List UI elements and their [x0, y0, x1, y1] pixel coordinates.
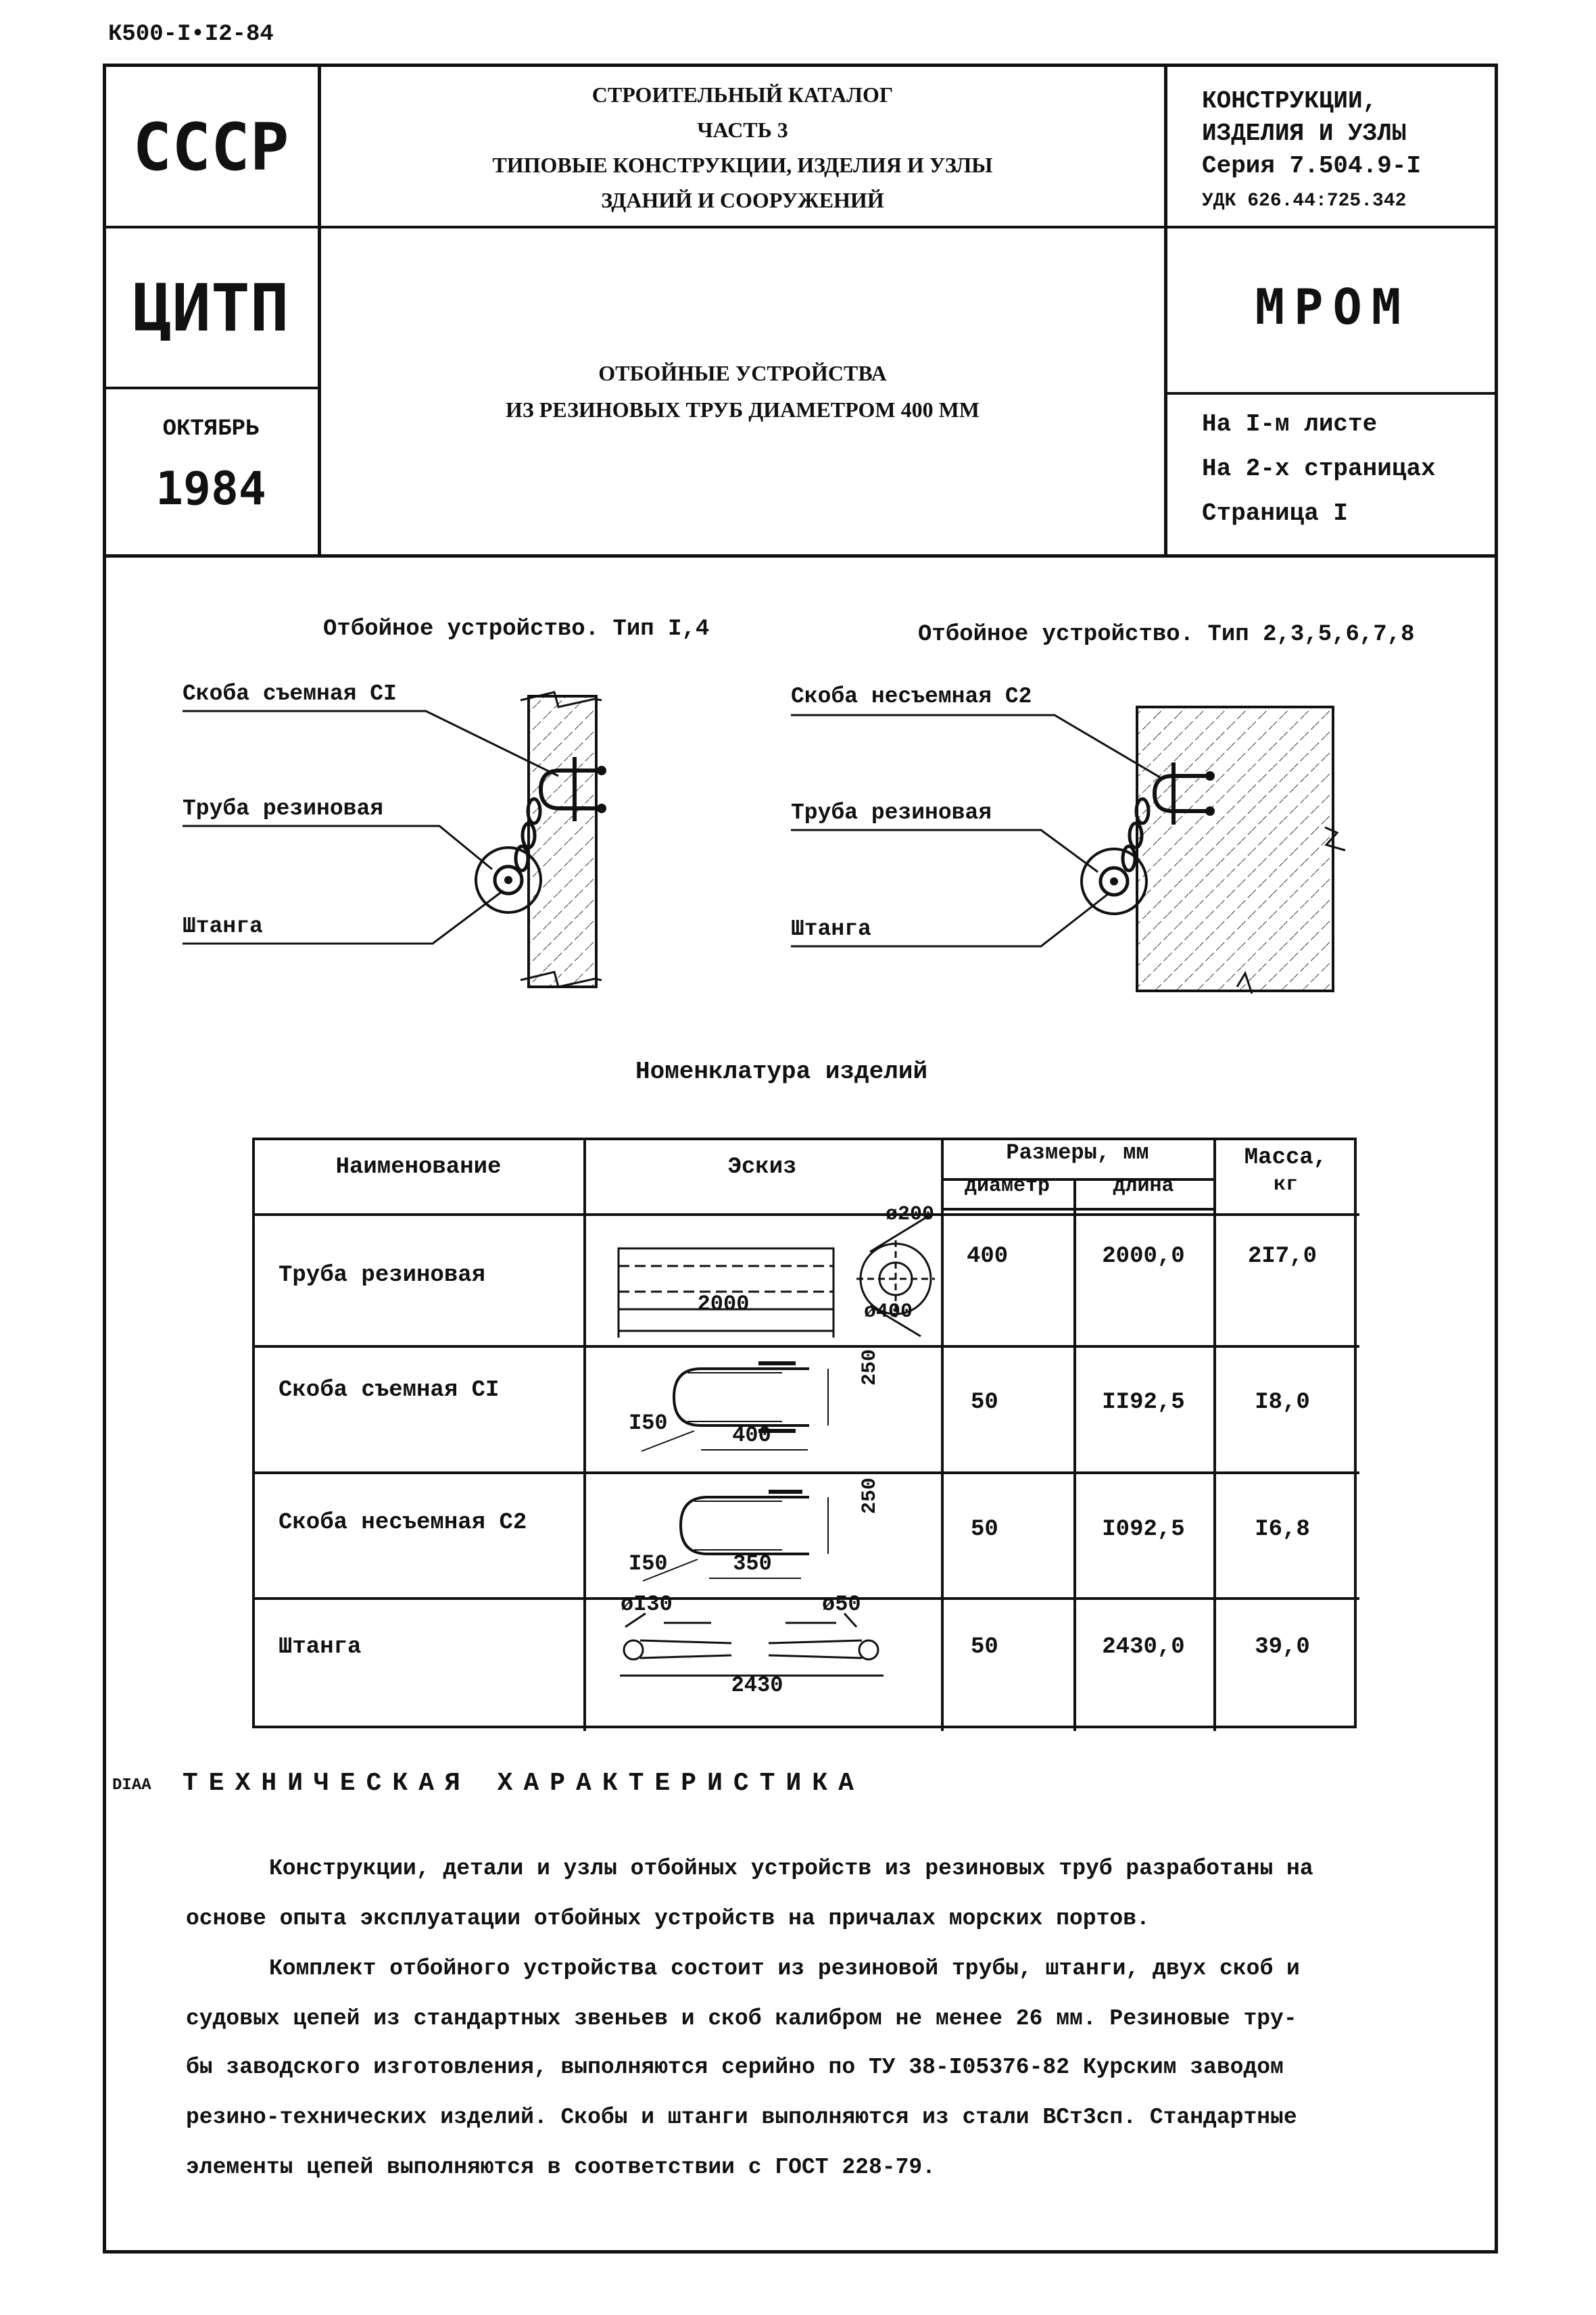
tech-line-5: бы заводского изготовления, выполняются серийно по ТУ 38-I05376-82 Курским заводом — [186, 2055, 1284, 2080]
row-length: I092,5 — [1102, 1517, 1185, 1542]
row-name: Штанга — [279, 1634, 362, 1660]
dim-label: 250 — [859, 1348, 881, 1386]
series-line-2: ИЗДЕЛИЯ И УЗЛЫ — [1202, 120, 1407, 147]
dim-label: I50 — [629, 1551, 668, 1576]
left-label-rod: Штанга — [183, 914, 263, 939]
tech-line-7: элементы цепей выполняются в соответствии с ГОСТ 228-79. — [186, 2155, 936, 2180]
row-length: II92,5 — [1102, 1390, 1185, 1415]
document-code: К500-I•I2-84 — [108, 22, 274, 47]
dim-label: 2000 — [697, 1292, 750, 1317]
catalog-line-2: ЧАСТЬ 3 — [697, 118, 788, 142]
left-bracket-nut-bottom — [597, 804, 606, 813]
dim-label: I50 — [629, 1411, 668, 1436]
right-label-bracket: Скоба несъемная C2 — [791, 684, 1032, 709]
header-mass: Масса, — [1244, 1145, 1328, 1171]
left-label-bracket: Скоба съемная CI — [183, 681, 397, 706]
sheet-count: На I-м листе — [1202, 410, 1378, 438]
row-mass: 2I7,0 — [1247, 1244, 1317, 1269]
issue-month: ОКТЯБРЬ — [162, 416, 260, 442]
header-sizes: Размеры, мм — [1006, 1140, 1149, 1165]
row-mass: I6,8 — [1255, 1517, 1310, 1542]
series-line-1: КОНСТРУКЦИИ, — [1202, 87, 1378, 115]
tech-line-1: Конструкции, детали и узлы отбойных устройств из резиновых труб разработаны на — [269, 1856, 1313, 1881]
header-name: Наименование — [335, 1154, 502, 1180]
series-number: Серия 7.504.9-I — [1202, 152, 1422, 180]
organization-code: МРОМ — [1255, 278, 1411, 335]
dim-label: ø50 — [822, 1592, 861, 1617]
catalog-line-1: СТРОИТЕЛЬНЫЙ КАТАЛОГ — [591, 82, 894, 107]
tech-heading: ТЕХНИЧЕСКАЯ ХАРАКТЕРИСТИКА — [183, 1769, 865, 1798]
left-bracket-nut-top — [597, 766, 606, 775]
dim-label: 2430 — [731, 1673, 783, 1698]
catalog-line-4: ЗДАНИЙ И СООРУЖЕНИЙ — [601, 188, 884, 212]
dim-label: 400 — [732, 1423, 771, 1448]
dim-label: øI30 — [621, 1592, 673, 1617]
issue-year: 1984 — [155, 462, 266, 516]
right-leader-tube — [791, 830, 1098, 872]
catalog-line-3: ТИПОВЫЕ КОНСТРУКЦИИ, ИЗДЕЛИЯ И УЗЛЫ — [492, 153, 993, 177]
tech-line-2: основе опыта эксплуатации отбойных устройств на причалах морских портов. — [186, 1906, 1150, 1931]
row-length: 2000,0 — [1102, 1244, 1185, 1269]
header-length: длина — [1113, 1175, 1174, 1198]
header-mass-unit: кг — [1273, 1173, 1298, 1196]
tech-line-4: судовых цепей из стандартных звеньев и скоб калибром не менее 26 мм. Резиновые тру- — [186, 2006, 1297, 2031]
row-mass: 39,0 — [1255, 1634, 1310, 1660]
row-length: 2430,0 — [1102, 1634, 1185, 1660]
header-sketch: Эскиз — [727, 1154, 797, 1180]
row-diameter: 50 — [971, 1390, 998, 1415]
left-fender-drawing — [183, 692, 606, 987]
right-drawing-title: Отбойное устройство. Тип 2,3,5,6,7,8 — [918, 622, 1415, 648]
tech-line-6: резино-технических изделий. Скобы и штанги выполняются из стали ВСт3сп. Стандартные — [186, 2105, 1297, 2130]
row-name: Скоба несъемная C2 — [279, 1510, 527, 1536]
dim-label: 250 — [859, 1477, 881, 1514]
row-mass: I8,0 — [1255, 1390, 1310, 1415]
left-leader-tube — [183, 826, 492, 869]
sketch-rod — [620, 1613, 884, 1676]
row-diameter: 50 — [971, 1634, 998, 1660]
ussr-label: СССР — [132, 109, 289, 185]
right-label-tube: Труба резиновая — [791, 800, 992, 825]
left-wall-section — [529, 696, 596, 987]
table-title: Номенклатура изделий — [635, 1058, 928, 1086]
dim-label: ø200 — [886, 1203, 935, 1226]
right-fender-drawing — [791, 707, 1345, 994]
right-wall-section — [1137, 707, 1333, 991]
row-diameter: 400 — [967, 1244, 1009, 1269]
header-diameter: диаметр — [964, 1175, 1050, 1198]
page-count: На 2-х страницах — [1202, 455, 1436, 483]
left-drawing-title: Отбойное устройство. Тип I,4 — [323, 616, 710, 642]
right-label-rod: Штанга — [791, 917, 871, 942]
document-title-line-2: ИЗ РЕЗИНОВЫХ ТРУБ ДИАМЕТРОМ 400 ММ — [506, 397, 980, 422]
tech-line-3: Комплект отбойного устройства состоит из резиновой трубы, штанги, двух скоб и — [269, 1956, 1300, 1981]
dim-label: 350 — [733, 1551, 772, 1576]
left-leader-bracket — [183, 711, 558, 776]
row-name: Труба резиновая — [279, 1263, 486, 1288]
drawings-svg — [0, 0, 1596, 1014]
page-number: Страница I — [1202, 499, 1349, 527]
document-title-line-1: ОТБОЙНЫЕ УСТРОЙСТВА — [598, 361, 887, 385]
row-name: Скоба съемная CI — [279, 1378, 500, 1403]
citp-label: ЦИТП — [132, 270, 289, 346]
dim-label: ø400 — [864, 1300, 913, 1323]
right-leader-bracket — [791, 715, 1160, 777]
section-marker: DIAA — [112, 1776, 151, 1795]
left-leader-rod — [183, 891, 503, 944]
udk-code: УДК 626.44:725.342 — [1202, 191, 1407, 212]
right-leader-rod — [791, 894, 1109, 946]
row-diameter: 50 — [971, 1517, 998, 1542]
left-label-tube: Труба резиновая — [183, 796, 384, 821]
